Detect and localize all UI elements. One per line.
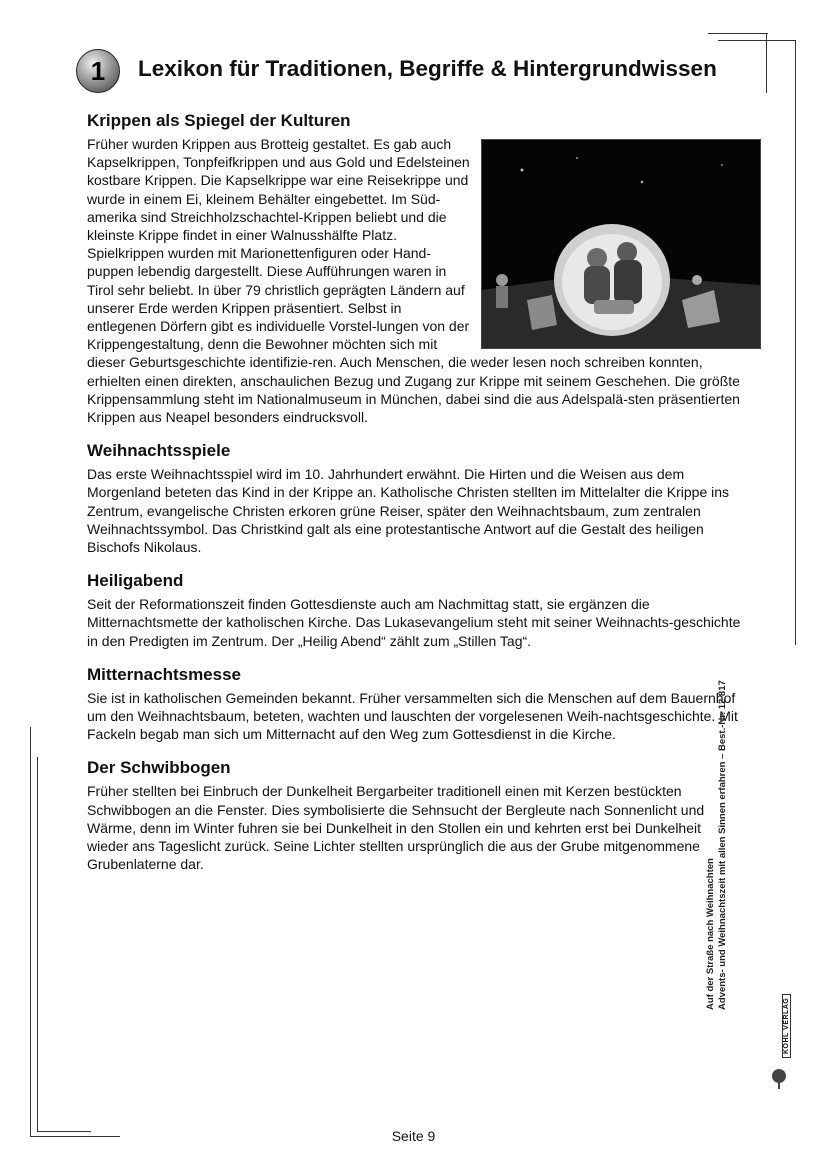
section-body-text: Sie ist in katholischen Gemeinden bekannt. Früher versammelten sich die Menschen auf dem Bauernhof um den Weihnachtsbaum, beteten, wachten und lauschten der vorgelesenen Weih-nachtsgeschichte. Mit Fackeln begab man sich um Mitternacht auf den Weg zum Gottesdienst in die Kirche. — [87, 689, 738, 743]
publisher-logo: KOHL VERLAG — [782, 994, 791, 1058]
section-text — [87, 135, 741, 426]
page-number: Seite 9 — [391, 1128, 436, 1144]
section-body-text: Das erste Weihnachtsspiel wird im 10. Jahrhundert erwähnt. Die Hirten und die Weisen aus dem Morgenland beteten das Kind in der Krippe an. Katholische Christen stellten im Mittelalter die Krippe ins Zentrum, evangelische Christen erkoren grüne Reiser, später den Weihnachtsbaum, zum zentralen Weihnachtssymbol. Das Christkind galt als eine protestantische Antwort auf die Gestalt des heiligen Bischofs Nikolaus. — [87, 466, 730, 556]
section-heading: Heiligabend — [87, 571, 184, 591]
chapter-number: 1 — [90, 55, 106, 86]
content-column — [87, 110, 741, 888]
frame-right-vertical-line — [766, 33, 767, 93]
frame-right-vertical-line-2 — [795, 40, 796, 645]
frame-top-right-line — [708, 33, 768, 34]
section-heading: Mitternachtsmesse — [87, 664, 242, 684]
section-heading: Krippen als Spiegel der Kulturen — [87, 111, 351, 130]
section-heading: Der Schwibbogen — [87, 758, 231, 778]
section-body-text: Früher stellten bei Einbruch der Dunkelheit Bergarbeiter traditionell einen mit Kerzen bestückten Schwibbogen an die Fenster. Dies symbolisierte die Sehnsucht der Bergleute nach Sonnenlicht und Wärme, denn im Winter fuhren sie bei Dunkelheit in den Stollen ein und kehrten erst bei Dunkelheit wieder ans Tageslicht zurück. Seine Lichter stellten ursprünglich die aus der Grube mitgenommene Grubenlaterne dar. — [87, 783, 705, 873]
publisher-tree-icon — [770, 1068, 788, 1090]
page-title: Lexikon für Traditionen, Begriffe & Hintergrundwissen — [138, 56, 717, 81]
book-subtitle: Advents- und Weihnachtszeit mit allen Sinnen erfahren – Best.-Nr. 12 817 — [717, 680, 728, 1010]
section-weihnachtsspiele — [87, 440, 741, 556]
book-imprint — [705, 670, 735, 1010]
section-body-text: Früher wurden Krippen aus Brotteig gestaltet. Es gab auch Kapselkrippen, Tonpfeifkrippen und aus Gold und Edelsteinen kostbare Krippen. Die Kapselkrippe war eine Reisekrippe und wurde in einem Ei, kleinem Behälter eingebettet. Im Süd-amerika sind Streichholzschachtel-Krippen beliebt und die kleinste Krippe findet in einer Walnusshälfte Platz. Spielkrippen wurden mit Marionettenfiguren oder Hand-puppen lebendig dargestellt. Diese Aufführungen waren in Tirol sehr beliebt. In über 79 christlich geprägten Ländern auf unserer Erde werden Krippen präsentiert. Selbst in entlegenen Dörfern gibt es individuelle Vorstel-lungen von der Krippengestaltung, denn die Bewohner möchten sich mit dieser Geburtsgeschichte identifizie-ren. Auch Menschen, die weder lesen noch schreiben konnten, erhielten einen direkten, anschaulichen Bezug und Zugang zur Krippe mit seinem Geschehen. Die größte Krippensammlung steht im Nationalmuseum in München, dabei sind die aus Adelspalä-sten präsentierten Krippen aus Neapel besonders eindrucksvoll. — [87, 136, 740, 426]
frame-top-right-line-2 — [718, 40, 795, 41]
frame-left-vertical-line — [30, 727, 31, 1137]
section-mitternachtsmesse — [87, 664, 741, 744]
section-heiligabend — [87, 570, 741, 650]
chapter-number-badge — [76, 49, 120, 93]
frame-left-vertical-line-2 — [37, 757, 38, 1132]
section-krippen — [87, 110, 741, 426]
nativity-scene-photo — [481, 139, 761, 349]
book-title: Auf der Straße nach Weihnachten — [705, 858, 716, 1010]
section-schwibbogen — [87, 757, 741, 873]
section-body-text: Seit der Reformationszeit finden Gottesdienste auch am Nachmittag statt, sie ergänzen die Mitternachtsmette der katholischen Kirche. Das Lukasevangelium steht mit seiner Weihnachts-geschichte in den Predigten im Zentrum. Der „Heilig Abend“ zählt zum „Stillen Tag“. — [87, 596, 741, 649]
section-heading: Weihnachtsspiele — [87, 441, 231, 461]
